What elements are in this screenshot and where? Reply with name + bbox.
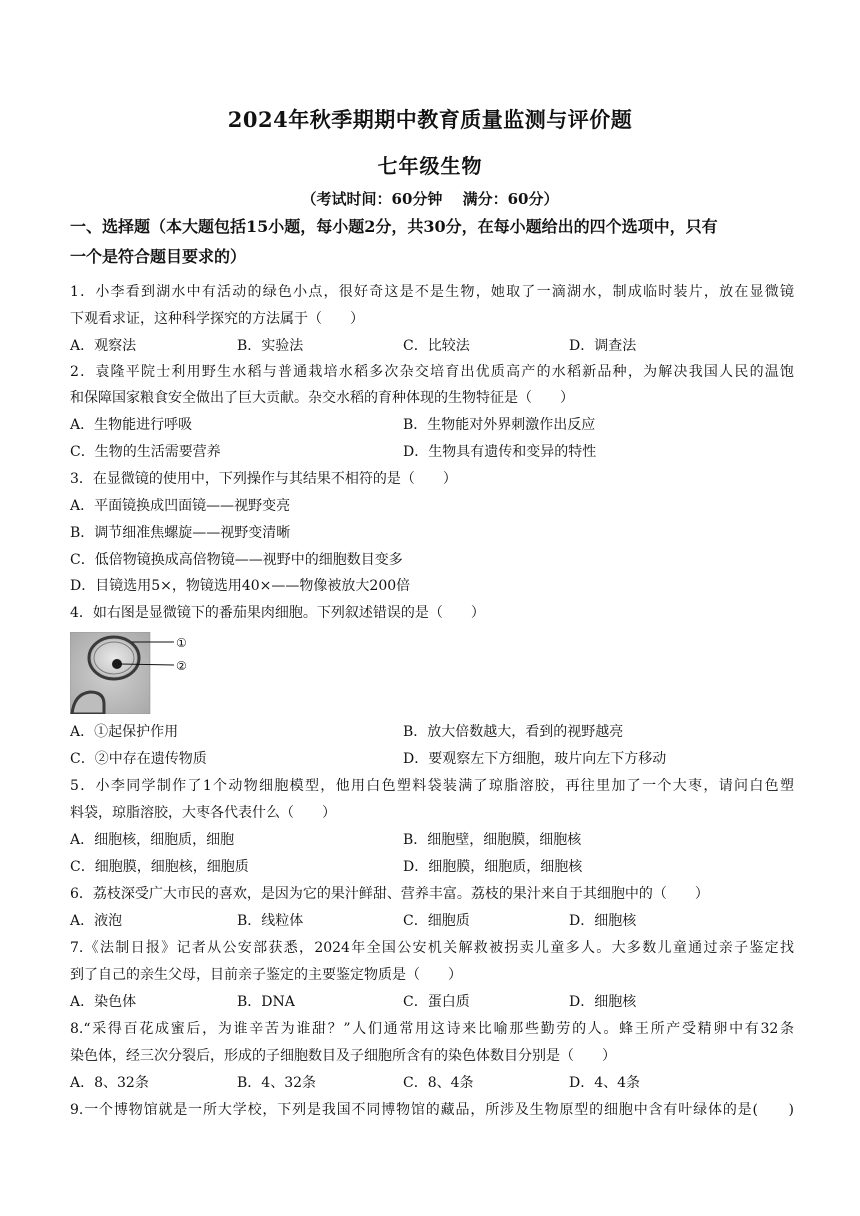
q3-option-a[interactable]: A．平面镜换成凹面镜——视野变亮 — [70, 498, 291, 514]
section-heading-line2: 一个是符合题目要求的） — [70, 247, 247, 266]
q7-stem-line2: 到了自己的亲生父母，目前亲子鉴定的主要鉴定物质是（ ） — [70, 967, 462, 983]
q7-option-d[interactable]: D．细胞核 — [569, 994, 637, 1010]
q2-option-c[interactable]: C．生物的生活需要营养 — [70, 444, 221, 460]
q6-stem: 6．荔枝深受广大市民的喜欢，是因为它的果汁鲜甜、营养丰富。荔枝的果汁来自于其细胞中的（ ） — [70, 886, 709, 902]
q7-option-c[interactable]: C．蛋白质 — [403, 994, 470, 1010]
q3-stem: 3．在显微镜的使用中，下列操作与其结果不相符的是（ ） — [70, 471, 457, 487]
q2-stem-line2: 和保障国家粮食安全做出了巨大贡献。杂交水稻的育种体现的生物特征是（ ） — [70, 390, 574, 406]
q6-option-c[interactable]: C．细胞质 — [403, 913, 470, 929]
exam-info: （考试时间：60分钟 满分：60分） — [301, 190, 559, 208]
q5-stem-line1: 5．小李同学制作了1个动物细胞模型，他用白色塑料袋装满了琼脂溶胶，再往里加了一个大枣，请问白色塑 — [70, 778, 794, 794]
q5-option-d[interactable]: D．细胞膜，细胞质，细胞核 — [403, 859, 583, 875]
tomato-cell-micrograph — [70, 632, 190, 714]
q6-option-a[interactable]: A．液泡 — [70, 913, 123, 929]
q4-option-c[interactable]: C．②中存在遗传物质 — [70, 751, 207, 767]
q3-option-b[interactable]: B．调节细准焦螺旋——视野变清晰 — [70, 525, 291, 541]
q2-option-b[interactable]: B．生物能对外界刺激作出反应 — [403, 417, 596, 433]
section-heading-line1: 一、选择题（本大题包括15小题，每小题2分，共30分，在每小题给出的四个选项中，只有 — [70, 217, 718, 236]
q3-option-d[interactable]: D．目镜选用5×，物镜选用40×——物像被放大200倍 — [70, 578, 411, 594]
q4-option-a[interactable]: A．①起保护作用 — [70, 724, 179, 740]
q8-stem-line1: 8.“采得百花成蜜后，为谁辛苦为谁甜？”人们通常用这诗来比喻那些勤劳的人。蜂王所产受精卵中有32条 — [70, 1021, 794, 1037]
q1-stem-line1: 1．小李看到湖水中有活动的绿色小点，很好奇这是不是生物，她取了一滴湖水，制成临时装片，放在显微镜 — [70, 284, 794, 300]
q2-option-a[interactable]: A．生物能进行呼吸 — [70, 417, 193, 433]
q5-stem-line2: 料袋，琼脂溶胶，大枣各代表什么（ ） — [70, 805, 336, 821]
q2-stem-line1: 2．袁隆平院士利用野生水稻与普通栽培水稻多次杂交培育出优质高产的水稻新品种，为解决我国人民的温饱 — [70, 364, 794, 380]
q9-stem: 9.一个博物馆就是一所大学校，下列是我国不同博物馆的藏品，所涉及生物原型的细胞中含有叶绿体的是( ) — [70, 1102, 794, 1118]
q1-option-b[interactable]: B．实验法 — [237, 338, 304, 354]
q1-option-a[interactable]: A．观察法 — [70, 338, 137, 354]
q7-stem-line1: 7.《法制日报》记者从公安部获悉，2024年全国公安机关解救被拐卖儿童多人。大多数儿童通过亲子鉴定找 — [70, 940, 794, 956]
q1-option-d[interactable]: D．调查法 — [569, 338, 637, 354]
q8-stem-line2: 染色体，经三次分裂后，形成的子细胞数目及子细胞所含有的染色体数目分别是（ ） — [70, 1048, 616, 1064]
q7-option-b[interactable]: B．DNA — [237, 994, 295, 1010]
q8-option-c[interactable]: C．8、4条 — [403, 1075, 474, 1091]
q5-option-b[interactable]: B．细胞壁，细胞膜，细胞核 — [403, 832, 582, 848]
q8-option-b[interactable]: B．4、32条 — [237, 1075, 317, 1091]
figure-label-2: ② — [176, 659, 187, 673]
q4-option-d[interactable]: D．要观察左下方细胞，玻片向左下方移动 — [403, 751, 667, 767]
q2-option-d[interactable]: D．生物具有遗传和变异的特性 — [403, 444, 597, 460]
q8-option-d[interactable]: D．4、4条 — [569, 1075, 641, 1091]
exam-subject: 七年级生物 — [377, 154, 483, 178]
q5-option-c[interactable]: C．细胞膜，细胞核，细胞质 — [70, 859, 249, 875]
q4-stem: 4．如右图是显微镜下的番茄果肉细胞。下列叙述错误的是（ ） — [70, 605, 485, 621]
q7-option-a[interactable]: A．染色体 — [70, 994, 137, 1010]
q1-option-c[interactable]: C．比较法 — [403, 338, 470, 354]
exam-title: 2024年秋季期期中教育质量监测与评价题 — [227, 107, 633, 132]
q5-option-a[interactable]: A．细胞核，细胞质，细胞 — [70, 832, 235, 848]
q6-option-d[interactable]: D．细胞核 — [569, 913, 637, 929]
figure-label-1: ① — [176, 636, 187, 650]
q6-option-b[interactable]: B．线粒体 — [237, 913, 304, 929]
q3-option-c[interactable]: C．低倍物镜换成高倍物镜——视野中的细胞数目变多 — [70, 552, 403, 568]
q4-option-b[interactable]: B．放大倍数越大，看到的视野越亮 — [403, 724, 624, 740]
q1-stem-line2: 下观看求证，这种科学探究的方法属于（ ） — [70, 311, 364, 327]
q8-option-a[interactable]: A．8、32条 — [70, 1075, 149, 1091]
